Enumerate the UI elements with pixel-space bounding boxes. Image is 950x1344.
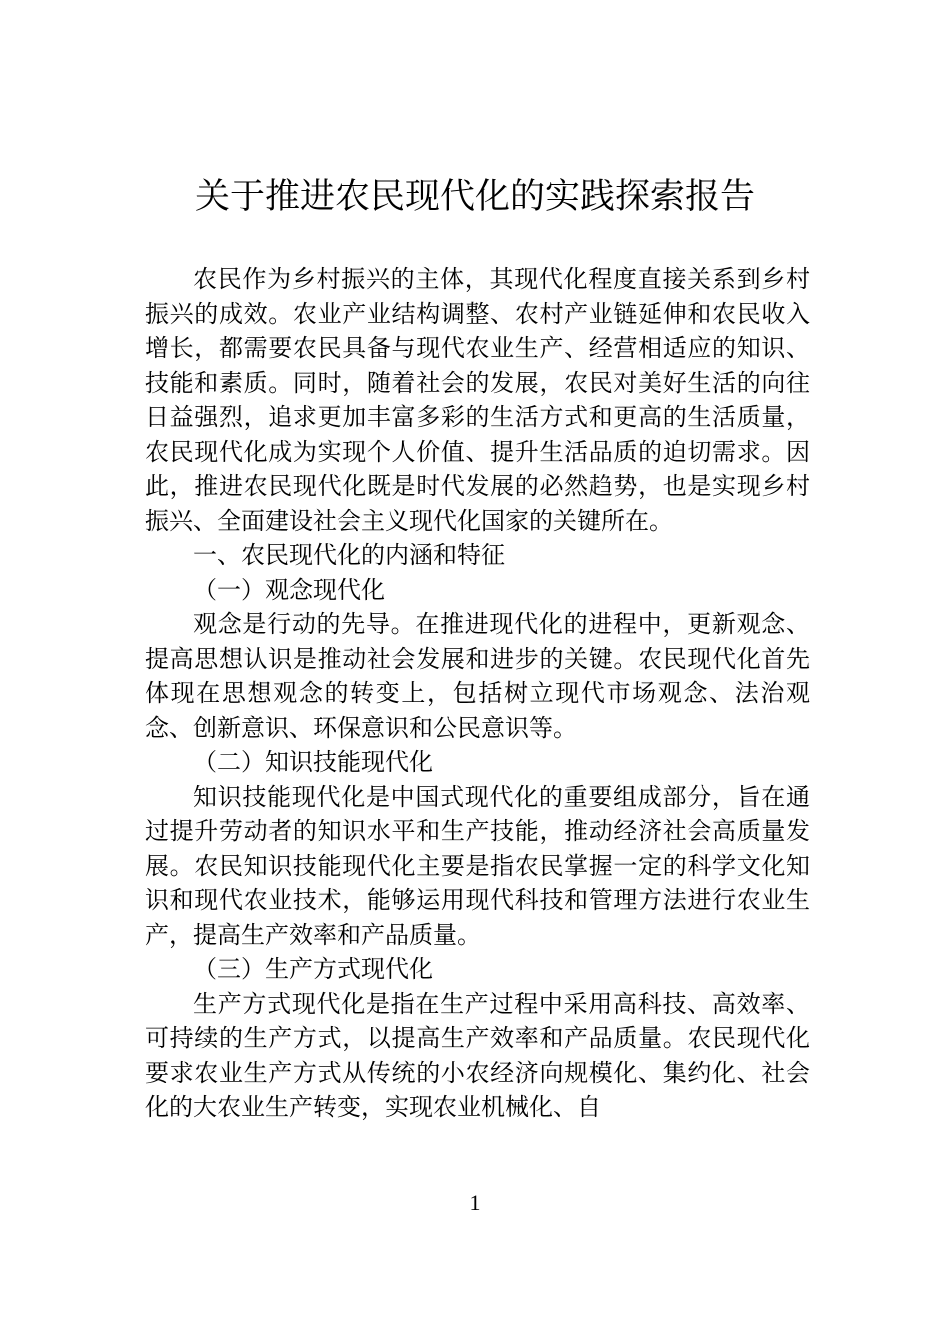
subsection-heading-3: （三）生产方式现代化: [193, 955, 433, 983]
paragraph-production-mode: 生产方式现代化是指在生产过程中采用高科技、高效率、可持续的生产方式，以提高生产效率和产品质量。农民现代化要求农业生产方式从传统的小农经济向规模化、集约化、社会化的大农业生产转变，实现农业机械化、自: [145, 989, 810, 1121]
paragraph-concept-modernization: 观念是行动的先导。在推进现代化的进程中，更新观念、提高思想认识是推动社会发展和进步的关键。农民现代化首先体现在思想观念的转变上，包括树立现代市场观念、法治观念、创新意识、环保意识和公民意识等。: [145, 610, 810, 742]
document-body: [145, 262, 810, 1125]
document-title: 关于推进农民现代化的实践探索报告: [194, 177, 755, 217]
intro-paragraph: 农民作为乡村振兴的主体，其现代化程度直接关系到乡村振兴的成效。农业产业结构调整、农村产业链延伸和农民收入增长，都需要农民具备与现代农业生产、经营相适应的知识、技能和素质。同时，随着社会的发展，农民对美好生活的向往日益强烈，追求更加丰富多彩的生活方式和更高的生活质量，农民现代化成为实现个人价值、提升生活品质的迫切需求。因此，推进农民现代化既是时代发展的必然趋势，也是实现乡村振兴、全面建设社会主义现代化国家的关键所在。: [145, 265, 810, 535]
paragraph-knowledge-skills: 知识技能现代化是中国式现代化的重要组成部分，旨在通过提升劳动者的知识水平和生产技能，推动经济社会高质量发展。农民知识技能现代化主要是指农民掌握一定的科学文化知识和现代农业技术，能够运用现代科技和管理方法进行农业生产，提高生产效率和产品质量。: [145, 782, 810, 949]
section-heading-1: 一、农民现代化的内涵和特征: [193, 541, 505, 569]
page-number: 1: [469, 1190, 481, 1215]
subsection-heading-2: （二）知识技能现代化: [193, 748, 433, 776]
subsection-heading-1: （一）观念现代化: [193, 575, 385, 604]
